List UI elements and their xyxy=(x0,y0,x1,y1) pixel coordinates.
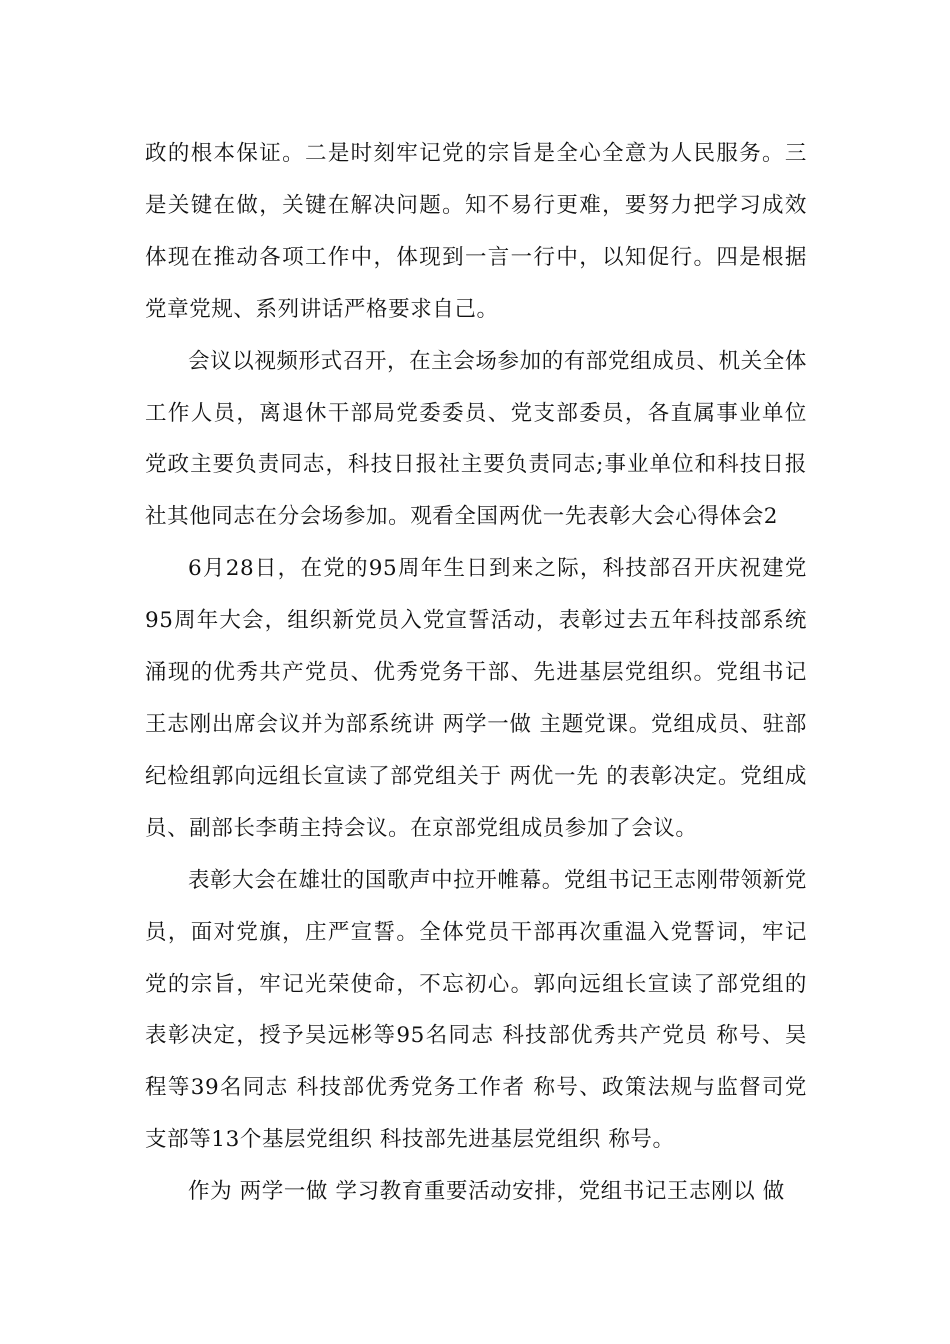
paragraph-1: 政的根本保证。二是时刻牢记党的宗旨是全心全意为人民服务。三是关键在做，关键在解决问题。知不易行更难，要努力把学习成效体现在推动各项工作中，体现到一言一行中，以知促行。四是根据党章党规、系列讲话严格要求自己。 xyxy=(145,141,807,322)
paragraph-3: 6月28日，在党的95周年生日到来之际，科技部召开庆祝建党95周年大会，组织新党员入党宣誓活动，表彰过去五年科技部系统涌现的优秀共产党员、优秀党务干部、先进基层党组织。党组书记王志刚出席会议并为部系统讲 两学一做 主题党课。党组成员、驻部纪检组郭向远组长宣读了部党组关于 两优一先 的表彰决定。党组成员、副部长李萌主持会议。在京部党组成员参加了会议。 xyxy=(145,556,807,841)
paragraph-4: 表彰大会在雄壮的国歌声中拉开帷幕。党组书记王志刚带领新党员，面对党旗，庄严宣誓。全体党员干部再次重温入党誓词，牢记党的宗旨，牢记光荣使命，不忘初心。郭向远组长宣读了部党组的表彰决定，授予吴远彬等95名同志 科技部优秀共产党员 称号、吴程等39名同志 科技部优秀党务工作者 称号、政策法规与监督司党支部等13个基层党组织 科技部先进基层党组织 称号。 xyxy=(145,867,807,1153)
paragraph-5: 作为 两学一做 学习教育重要活动安排，党组书记王志刚以 做 xyxy=(188,1179,785,1205)
paragraph-2: 会议以视频形式召开，在主会场参加的有部党组成员、机关全体工作人员，离退休干部局党委委员、党支部委员，各直属事业单位党政主要负责同志，科技日报社主要负责同志;事业单位和科技日报社其他同志在分会场参加。观看全国两优一先表彰大会心得体会2 xyxy=(145,348,807,530)
document-body xyxy=(145,128,807,1218)
